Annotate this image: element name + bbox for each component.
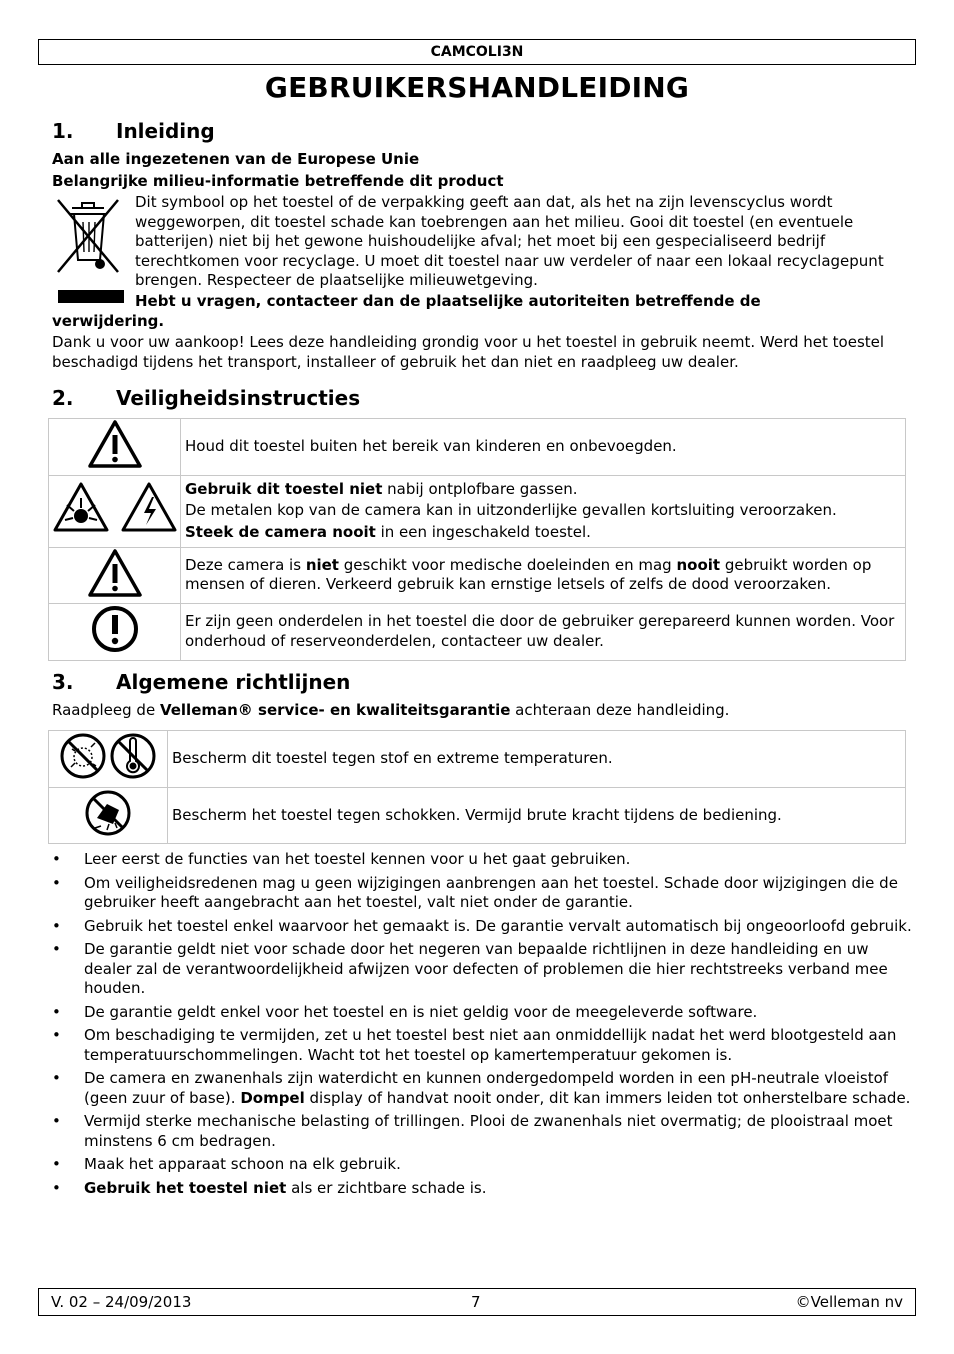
- section-heading-inleiding: [52, 118, 215, 144]
- no-temperature-icon: [112, 735, 154, 777]
- bold-text: Gebruik dit toestel niet: [185, 479, 383, 498]
- safety-line: De metalen kop van de camera kan in uitzonderlijke gevallen kortsluiting veroorzaken.: [185, 501, 837, 520]
- footer: [38, 1288, 916, 1316]
- list-item: • Gebruik het toestel niet als er zichtbare schade is.: [52, 1179, 912, 1199]
- guidelines-list: [52, 850, 912, 1202]
- general-row: [49, 787, 906, 844]
- warranty-reference: Raadpleeg de Velleman® service- en kwaliteitsgarantie achteraan deze handleiding.: [52, 701, 730, 719]
- safety-text: Er zijn geen onderdelen in het toestel die door de gebruiker gerepareerd kunnen worden. Voor onderhoud of reserveonderdelen, contacteer uw dealer.: [181, 604, 906, 661]
- electric-hazard-icon: [123, 484, 175, 530]
- general-row: [49, 731, 906, 788]
- footer-version: V. 02 – 24/09/2013: [51, 1293, 192, 1311]
- warning-triangle-icon: [49, 547, 181, 604]
- section-number: 2.: [52, 386, 74, 410]
- list-item: • Om veiligheidsredenen mag u geen wijzigingen aanbrengen aan het toestel. Schade door wijzigingen die de gebruiker heeft aangebracht aan het toestel, valt niet onder de garantie.: [52, 874, 912, 913]
- safety-row: [49, 419, 906, 476]
- text: in een ingeschakeld toestel.: [375, 522, 591, 541]
- no-shock-icon: [49, 787, 168, 844]
- safety-line: [185, 523, 905, 543]
- explosion-electric-icons: [49, 475, 181, 547]
- general-text: Bescherm het toestel tegen schokken. Vermijd brute kracht tijdens de bediening.: [168, 787, 906, 844]
- list-item: • Gebruik het toestel enkel waarvoor het gemaakt is. De garantie vervalt automatisch bij ongeoorloofd gebruik.: [52, 917, 912, 937]
- section-heading-richtlijnen: [52, 669, 350, 695]
- contact-notice-line2: verwijdering.: [52, 312, 165, 330]
- safety-text: Deze camera is niet geschikt voor medische doeleinden en mag nooit gebruikt worden op mensen of dieren. Verkeerd gebruik kan ernstige letsels of zelfs de dood veroorzaken.: [181, 547, 906, 604]
- safety-table: [48, 418, 906, 661]
- explosive-hazard-icon: [55, 484, 107, 530]
- list-item: • Vermijd sterke mechanische belasting of trillingen. Plooi de zwanenhals niet overmatig; de plooistraal moet minstens 6 cm bedragen.: [52, 1112, 912, 1151]
- weee-bin-icon: [52, 194, 124, 306]
- no-dust-icon: [62, 735, 104, 777]
- page-title: GEBRUIKERSHANDLEIDING: [264, 71, 690, 104]
- list-item: • Maak het apparaat schoon na elk gebruik.: [52, 1155, 912, 1175]
- list-item: • Leer eerst de functies van het toestel kennen voor u het gaat gebruiken.: [52, 850, 912, 870]
- dust-temperature-icons: [49, 731, 168, 788]
- section-title: Inleiding: [116, 119, 215, 143]
- subheading-eu: Aan alle ingezetenen van de Europese Unie: [52, 150, 420, 168]
- safety-line: [185, 480, 905, 500]
- contact-notice-line1: Hebt u vragen, contacteer dan de plaatselijke autoriteiten betreffende de: [135, 292, 761, 310]
- exclamation-circle-icon: [49, 604, 181, 661]
- list-item: • De camera en zwanenhals zijn waterdicht en kunnen ondergedompeld worden in een pH-neutrale vloeistof (geen zuur of base). Dompel display of handvat nooit onder, dit kan immers leiden tot onherstelbare schade.: [52, 1069, 912, 1108]
- page-number: 7: [471, 1293, 481, 1311]
- list-item: • Om beschadiging te vermijden, zet u het toestel best niet aan onmiddellijk nadat het werd blootgesteld aan temperatuurschommelingen. Wacht tot het toestel op kamertemperatuur gekomen is.: [52, 1026, 912, 1065]
- bold-text: Steek de camera nooit: [185, 522, 376, 541]
- section-number: 1.: [52, 119, 74, 143]
- general-text: Bescherm dit toestel tegen stof en extreme temperaturen.: [168, 731, 906, 788]
- header-model: CAMCOLI3N: [38, 39, 916, 65]
- warning-triangle-icon: [49, 419, 181, 476]
- general-table: [48, 730, 906, 844]
- list-item: • De garantie geldt niet voor schade door het negeren van bepaalde richtlijnen in deze handleiding en uw dealer zal de verantwoordelijkheid afwijzen voor defecten of problemen die hier rechtstreeks verband mee houden.: [52, 940, 912, 999]
- section-heading-veiligheid: [52, 385, 360, 411]
- text: nabij ontplofbare gassen.: [382, 479, 578, 498]
- section-title: Algemene richtlijnen: [116, 670, 351, 694]
- footer-copyright: ©Velleman nv: [795, 1293, 903, 1311]
- weee-notice: Dit symbool op het toestel of de verpakking geeft aan dat, als het na zijn levenscyclus wordt weggeworpen, dit toestel schade kan toebrengen aan het milieu. Gooi dit toestel (en eventuele batterijen) niet bij het gewone huishoudelijke afval; het moet bij een gespecialiseerd bedrijf terechtkomen voor recyclage. U moet dit toestel naar uw verdeler of naar een lokaal recyclagepunt brengen. Respecteer de plaatselijke milieuwetgeving.: [135, 193, 884, 289]
- subheading-environment: Belangrijke milieu-informatie betreffende dit product: [52, 172, 504, 190]
- section-number: 3.: [52, 670, 74, 694]
- safety-row: [49, 604, 906, 661]
- safety-row: [49, 475, 906, 547]
- section-title: Veiligheidsinstructies: [116, 386, 361, 410]
- thanks-paragraph: Dank u voor uw aankoop! Lees deze handleiding grondig voor u het toestel in gebruik neemt. Werd het toestel beschadigd tijdens het transport, installeer of gebruik het dan niet en raadpleeg uw dealer.: [52, 333, 885, 371]
- list-item: • De garantie geldt enkel voor het toestel en is niet geldig voor de meegeleverde software.: [52, 1003, 912, 1023]
- safety-text: Houd dit toestel buiten het bereik van kinderen en onbevoegden.: [181, 419, 906, 476]
- safety-row: [49, 547, 906, 604]
